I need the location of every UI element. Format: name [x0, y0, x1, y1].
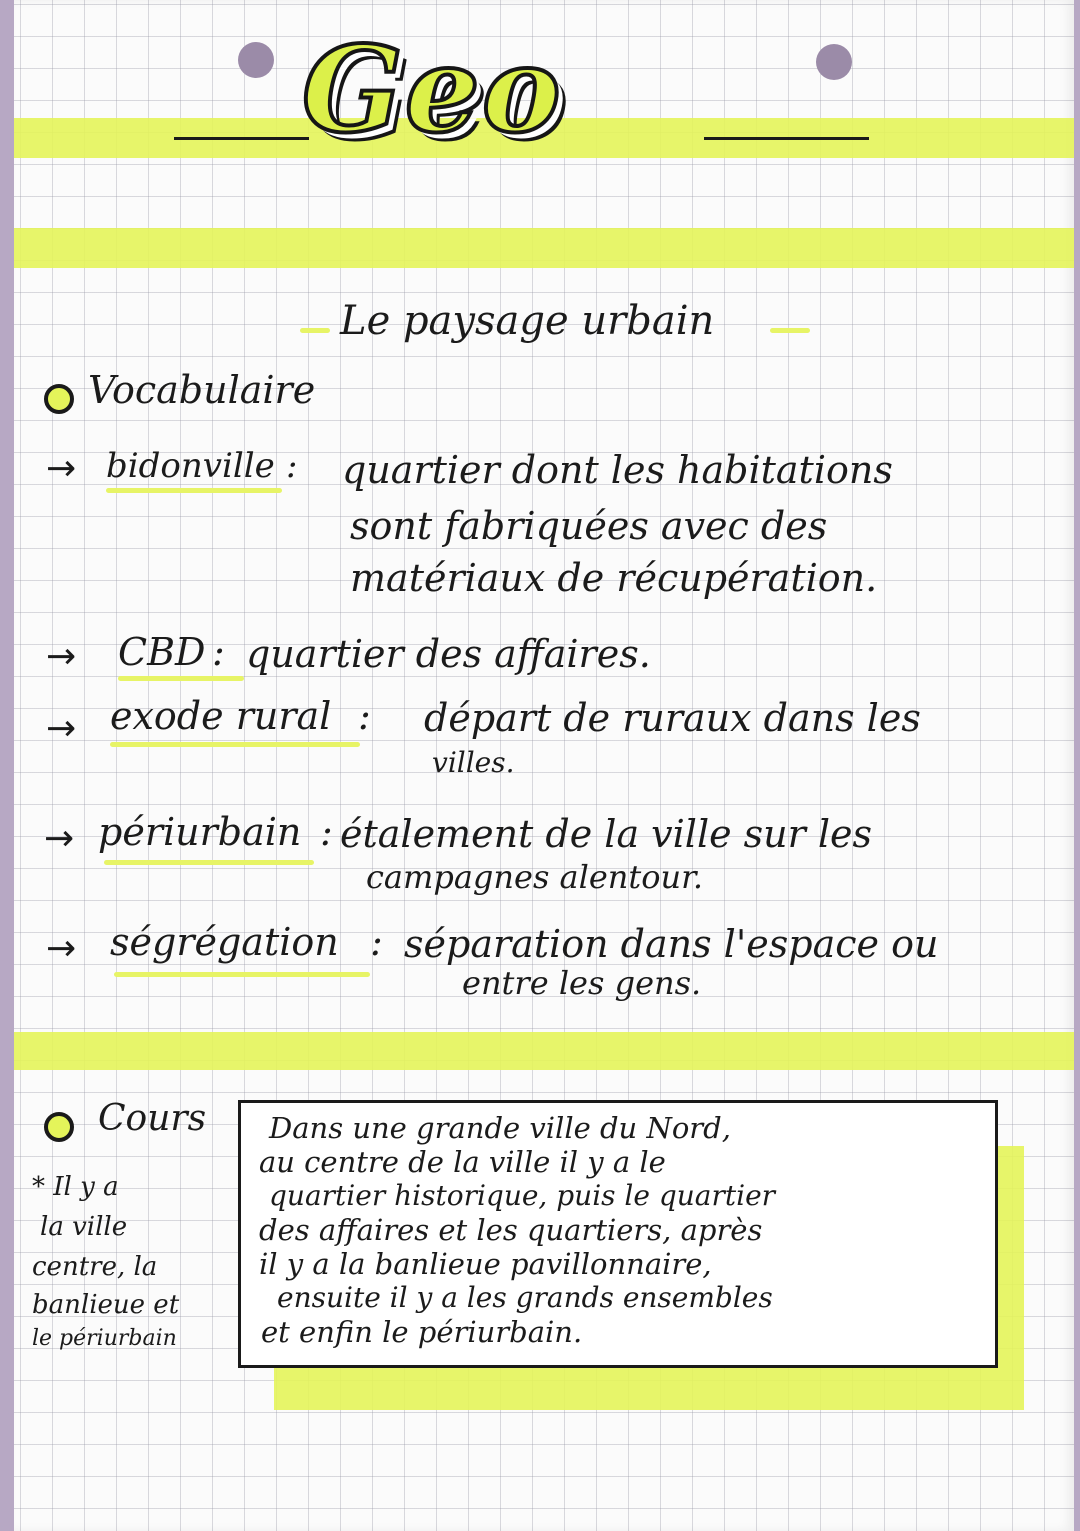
- vocab-colon: :: [358, 694, 371, 738]
- vocab-bullet-icon: [44, 384, 74, 414]
- vocab-def-line: séparation dans l'espace ou: [404, 922, 939, 966]
- section-title: Le paysage urbain: [340, 298, 715, 344]
- cours-heading: Cours: [98, 1098, 207, 1139]
- subtitle-dash-left: [300, 328, 330, 333]
- cours-side-note: * Il y a: [32, 1172, 119, 1202]
- vocab-def-line: étalement de la ville sur les: [340, 812, 873, 856]
- cours-side-note: le périurbain: [32, 1326, 177, 1351]
- header-band-bottom: [14, 228, 1074, 268]
- vocab-def-line: villes.: [432, 746, 515, 779]
- notebook-page: [14, 0, 1074, 1531]
- vocab-heading: Vocabulaire: [88, 368, 316, 412]
- term-underline: [104, 860, 314, 865]
- cours-text-line: au centre de la ville il y a le: [259, 1145, 666, 1179]
- cours-side-note: banlieue et: [32, 1290, 180, 1320]
- vocab-term-periurbain: périurbain: [98, 810, 302, 854]
- vocab-def-line: campagnes alentour.: [366, 858, 704, 896]
- cours-side-note: centre, la: [32, 1252, 158, 1282]
- vocab-def-line: quartier des affaires.: [246, 632, 651, 676]
- cours-text-line: quartier historique, puis le quartier: [269, 1179, 776, 1212]
- punch-hole-left: [238, 42, 274, 78]
- cours-text-line: et enfin le périurbain.: [261, 1315, 583, 1349]
- term-underline: [118, 676, 244, 681]
- arrow-icon: →: [44, 818, 75, 859]
- vocab-colon: :: [286, 446, 298, 486]
- subtitle-dash-right: [770, 328, 810, 333]
- cours-text-line: il y a la banlieue pavillonnaire,: [259, 1247, 712, 1281]
- cours-text-line: Dans une grande ville du Nord,: [269, 1111, 731, 1145]
- arrow-icon: →: [46, 928, 77, 969]
- vocab-term-exode-rural: exode rural: [110, 694, 332, 738]
- vocab-colon: :: [370, 920, 383, 964]
- cours-text-box: [238, 1100, 998, 1368]
- title-rule-left: [174, 137, 309, 140]
- term-underline: [106, 488, 282, 493]
- arrow-icon: →: [46, 448, 77, 489]
- arrow-icon: →: [46, 708, 77, 749]
- vocab-term-cbd: CBD: [118, 630, 206, 674]
- cours-side-note: la ville: [40, 1212, 128, 1242]
- vocab-def-line: sont fabriquées avec des: [350, 504, 828, 548]
- arrow-icon: →: [46, 636, 77, 677]
- vocab-colon: :: [212, 630, 225, 674]
- vocab-def-line: entre les gens.: [462, 964, 702, 1002]
- vocab-def-line: matériaux de récupération.: [350, 556, 878, 600]
- cours-text-line: des affaires et les quartiers, après: [259, 1213, 763, 1247]
- term-underline: [110, 742, 360, 747]
- cours-text-line: ensuite il y a les grands ensembles: [277, 1281, 773, 1314]
- vocab-colon: :: [320, 810, 333, 854]
- page-title: Geo: [302, 20, 563, 159]
- vocab-term-segregation: ségrégation: [110, 920, 339, 964]
- section-divider-band: [14, 1032, 1074, 1070]
- vocab-def-line: quartier dont les habitations: [342, 448, 893, 492]
- punch-hole-right: [816, 44, 852, 80]
- term-underline: [114, 972, 370, 977]
- cours-bullet-icon: [44, 1112, 74, 1142]
- title-rule-right: [704, 137, 869, 140]
- vocab-term-bidonville: bidonville: [106, 446, 275, 486]
- vocab-def-line: départ de ruraux dans les: [424, 696, 921, 740]
